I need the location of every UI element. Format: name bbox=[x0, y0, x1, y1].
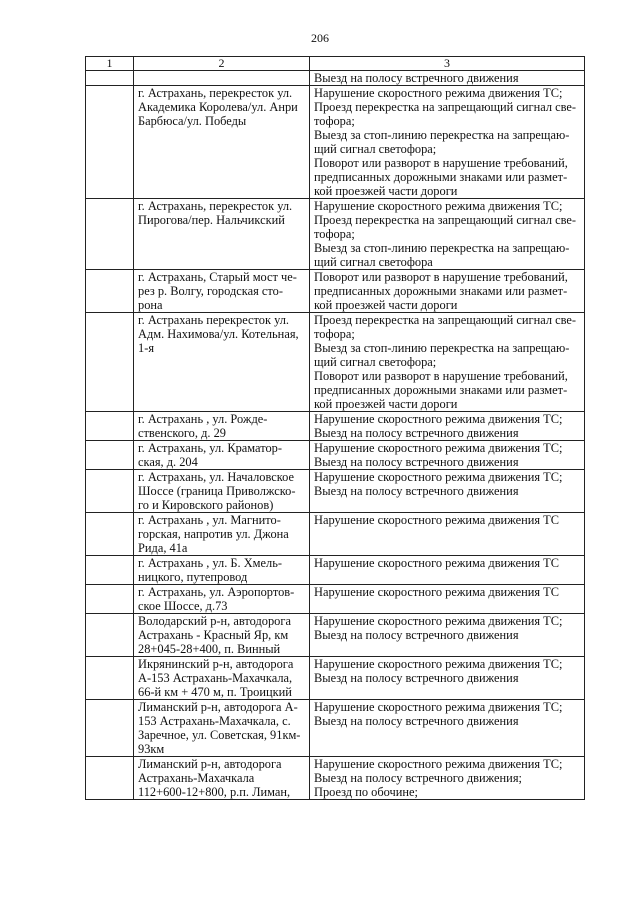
violations-cell: Нарушение скоростного режима движения ТС; Выезд на полосу встречного движения bbox=[310, 614, 585, 657]
location-cell: Лиманский р-н, автодорога А- 153 Астрахань-Махачкала, с. Заречное, ул. Советская, 91км- 93км bbox=[134, 700, 310, 757]
violations-cell: Нарушение скоростного режима движения ТС; Проезд перекрестка на запрещающий сигнал све- тофора; Выезд за стоп-линию перекрестка на запрещаю- щий сигнал светофора; Поворот или разворот в нарушение требований, предписанных дорожными знаками или размет- кой проезжей части дороги bbox=[310, 86, 585, 199]
table-row bbox=[86, 700, 585, 757]
location-cell: Лиманский р-н, автодорога Астрахань-Махачкала 112+600-12+800, р.п. Лиман, bbox=[134, 757, 310, 800]
table-row bbox=[86, 585, 585, 614]
location-cell: г. Астрахань , ул. Магнито- горская, напротив ул. Джона Рида, 41а bbox=[134, 513, 310, 556]
row-number-cell bbox=[86, 585, 134, 614]
location-cell: г. Астрахань, ул. Краматор- ская, д. 204 bbox=[134, 441, 310, 470]
violations-cell: Нарушение скоростного режима движения ТС; Выезд на полосу встречного движения; Проезд по обочине; bbox=[310, 757, 585, 800]
row-number-cell bbox=[86, 313, 134, 412]
table-header-row bbox=[86, 57, 585, 71]
row-number-cell bbox=[86, 700, 134, 757]
row-number-cell bbox=[86, 86, 134, 199]
violations-cell: Нарушение скоростного режима движения ТС bbox=[310, 556, 585, 585]
table-row bbox=[86, 614, 585, 657]
table-row bbox=[86, 199, 585, 270]
column-header-3: 3 bbox=[310, 57, 585, 71]
row-number-cell bbox=[86, 513, 134, 556]
row-number-cell bbox=[86, 270, 134, 313]
row-number-cell bbox=[86, 441, 134, 470]
location-cell: Икрянинский р-н, автодорога А-153 Астрахань-Махачкала, 66-й км + 470 м, п. Троицкий bbox=[134, 657, 310, 700]
locations-table bbox=[85, 56, 585, 800]
violations-cell: Нарушение скоростного режима движения ТС; Выезд на полосу встречного движения bbox=[310, 657, 585, 700]
table-row bbox=[86, 412, 585, 441]
location-cell: Володарский р-н, автодорога Астрахань - Красный Яр, км 28+045-28+400, п. Винный bbox=[134, 614, 310, 657]
table-row bbox=[86, 71, 585, 86]
location-cell bbox=[134, 71, 310, 86]
row-number-cell bbox=[86, 71, 134, 86]
row-number-cell bbox=[86, 757, 134, 800]
location-cell: г. Астрахань , ул. Рожде- ственского, д. 29 bbox=[134, 412, 310, 441]
table-row bbox=[86, 513, 585, 556]
violations-cell: Нарушение скоростного режима движения ТС; Выезд на полосу встречного движения bbox=[310, 441, 585, 470]
table-row bbox=[86, 441, 585, 470]
table-row bbox=[86, 470, 585, 513]
table-row bbox=[86, 86, 585, 199]
table-row bbox=[86, 313, 585, 412]
location-cell: г. Астрахань, ул. Аэропортов- ское Шоссе, д.73 bbox=[134, 585, 310, 614]
violations-cell: Нарушение скоростного режима движения ТС; Проезд перекрестка на запрещающий сигнал све- тофора; Выезд за стоп-линию перекрестка на запрещаю- щий сигнал светофора bbox=[310, 199, 585, 270]
violations-cell: Поворот или разворот в нарушение требований, предписанных дорожными знаками или размет- кой проезжей части дороги bbox=[310, 270, 585, 313]
violations-cell: Проезд перекрестка на запрещающий сигнал све- тофора; Выезд за стоп-линию перекрестка на запрещаю- щий сигнал светофора; Поворот или разворот в нарушение требований, предписанных дорожными знаками или размет- кой проезжей части дороги bbox=[310, 313, 585, 412]
violations-cell: Нарушение скоростного режима движения ТС bbox=[310, 513, 585, 556]
table-row bbox=[86, 657, 585, 700]
violations-cell: Нарушение скоростного режима движения ТС; Выезд на полосу встречного движения bbox=[310, 700, 585, 757]
row-number-cell bbox=[86, 470, 134, 513]
location-cell: г. Астрахань, Старый мост че- рез р. Волгу, городская сто- рона bbox=[134, 270, 310, 313]
table-row bbox=[86, 757, 585, 800]
row-number-cell bbox=[86, 657, 134, 700]
row-number-cell bbox=[86, 412, 134, 441]
row-number-cell bbox=[86, 614, 134, 657]
location-cell: г. Астрахань , ул. Б. Хмель- ницкого, путепровод bbox=[134, 556, 310, 585]
location-cell: г. Астрахань, ул. Началовское Шоссе (граница Приволжско- го и Кировского районов) bbox=[134, 470, 310, 513]
violations-cell: Нарушение скоростного режима движения ТС; Выезд на полосу встречного движения bbox=[310, 412, 585, 441]
table-row bbox=[86, 270, 585, 313]
location-cell: г. Астрахань, перекресток ул. Академика Королева/ул. Анри Барбюса/ул. Победы bbox=[134, 86, 310, 199]
location-cell: г. Астрахань, перекресток ул. Пирогова/пер. Нальчикский bbox=[134, 199, 310, 270]
page-number: 206 bbox=[311, 31, 329, 45]
column-header-1: 1 bbox=[86, 57, 134, 71]
violations-cell: Выезд на полосу встречного движения bbox=[310, 71, 585, 86]
violations-cell: Нарушение скоростного режима движения ТС bbox=[310, 585, 585, 614]
violations-cell: Нарушение скоростного режима движения ТС; Выезд на полосу встречного движения bbox=[310, 470, 585, 513]
row-number-cell bbox=[86, 556, 134, 585]
row-number-cell bbox=[86, 199, 134, 270]
column-header-2: 2 bbox=[134, 57, 310, 71]
table-row bbox=[86, 556, 585, 585]
location-cell: г. Астрахань перекресток ул. Адм. Нахимова/ул. Котельная, 1-я bbox=[134, 313, 310, 412]
